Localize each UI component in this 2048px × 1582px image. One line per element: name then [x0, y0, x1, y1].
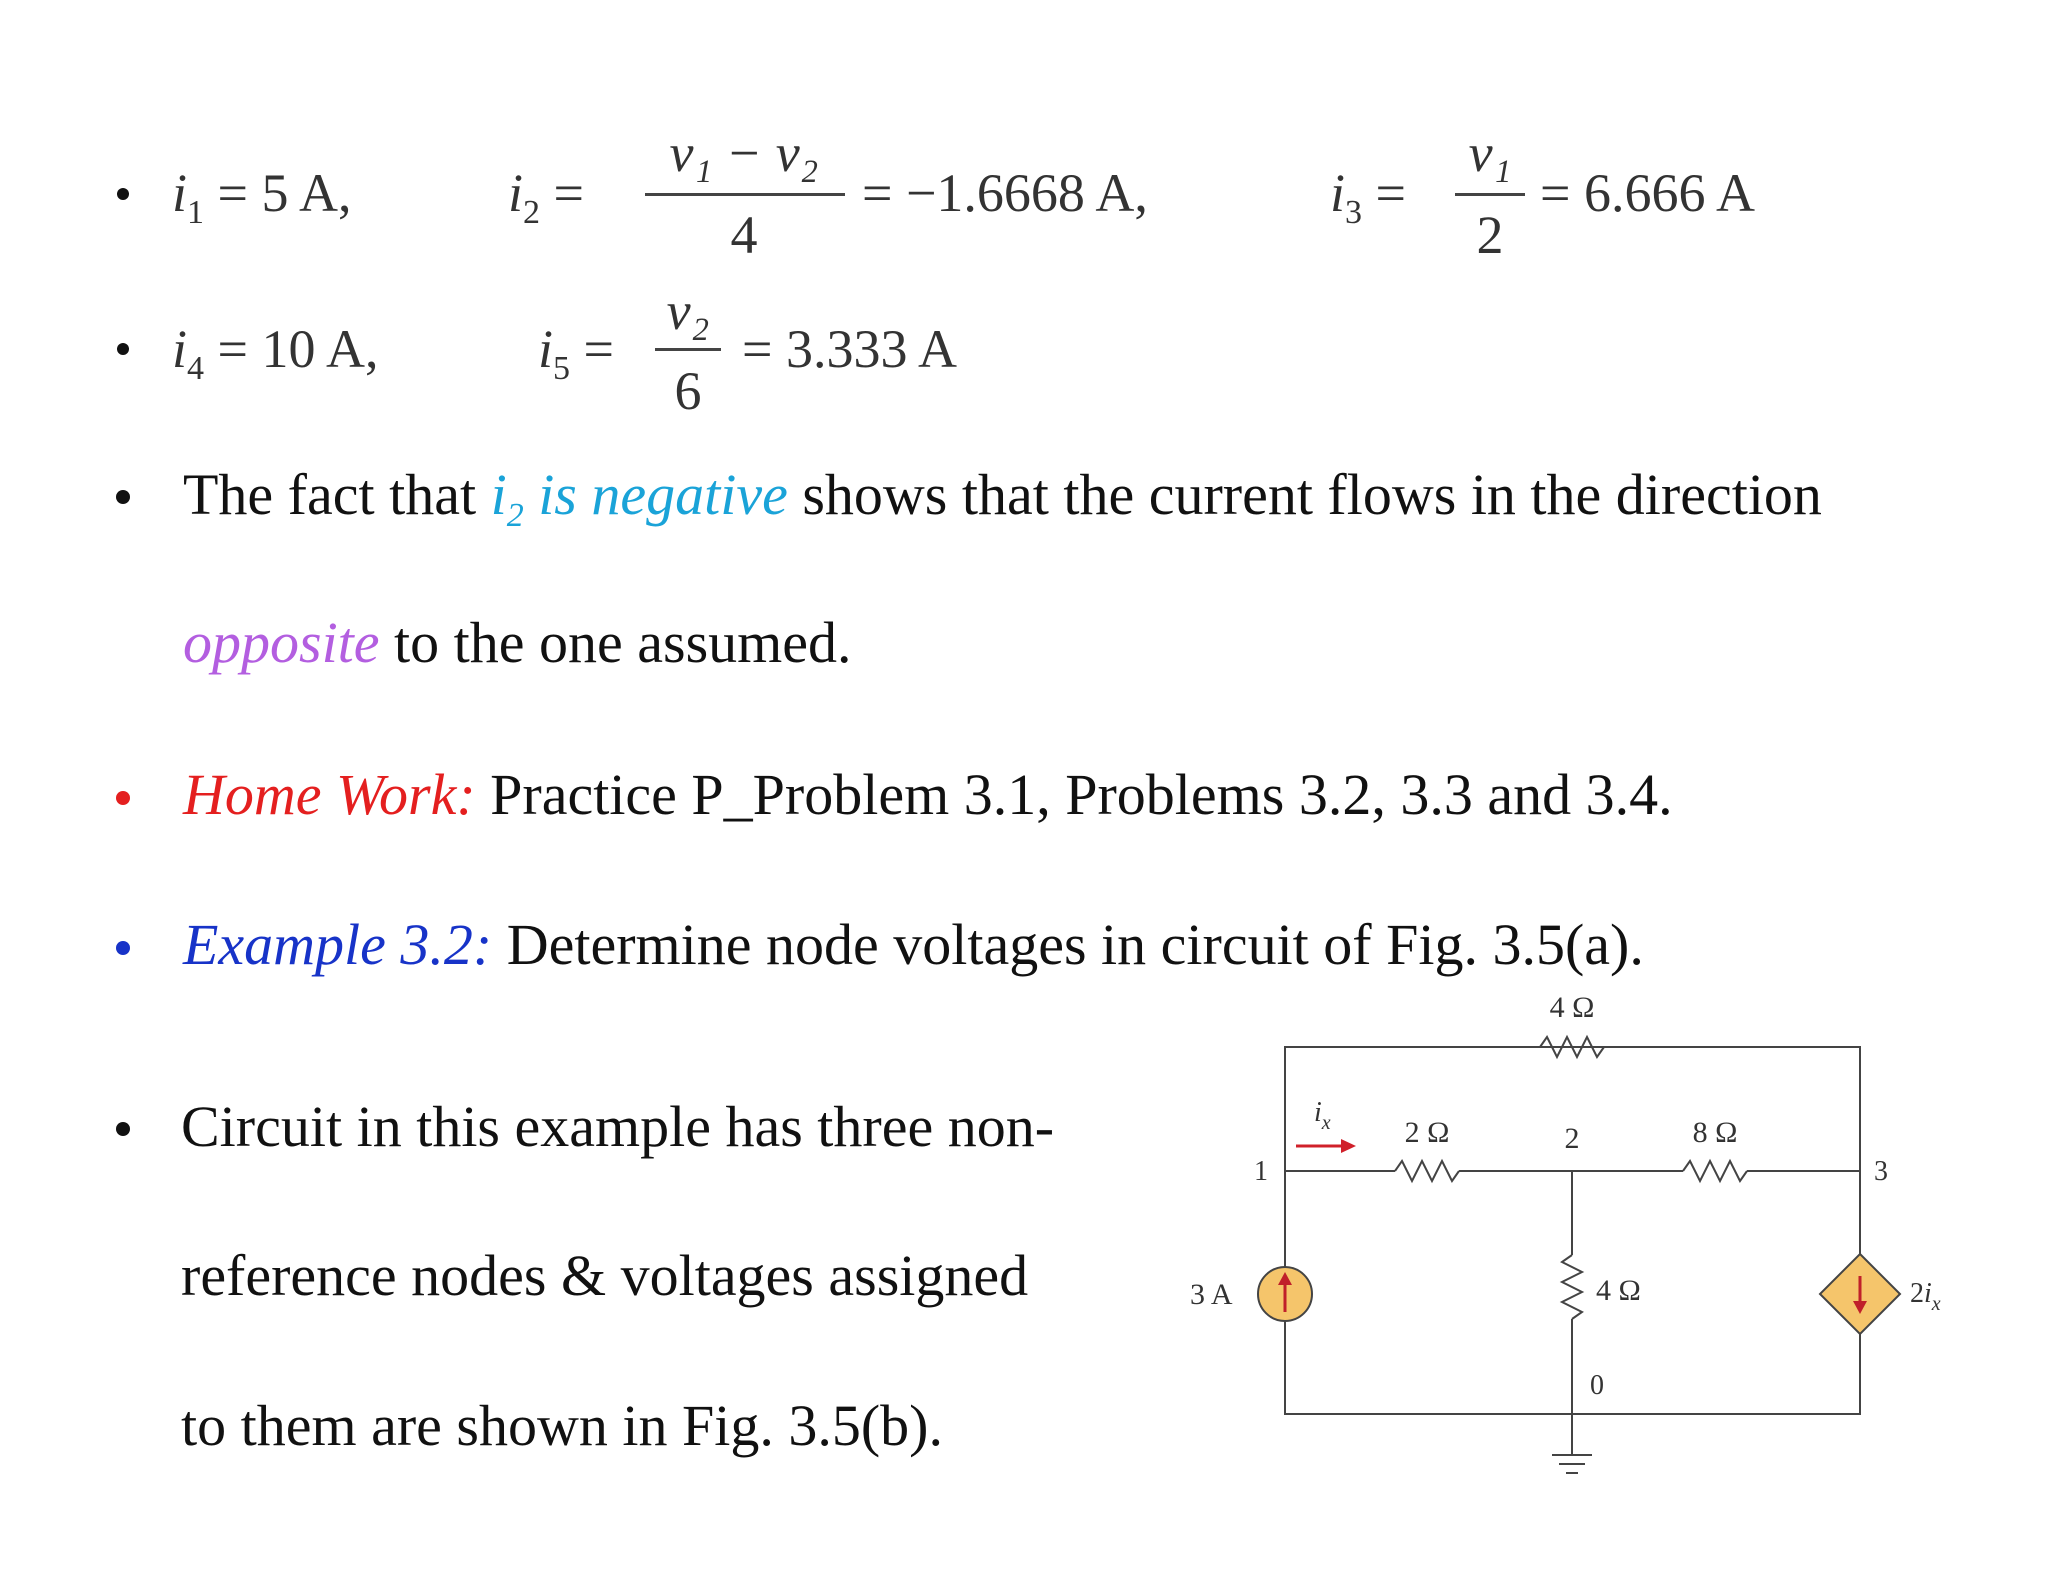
- eq-i4: $i_4 = 10$ A,: [172, 319, 379, 387]
- label-ix: $i_x$: [1314, 1097, 1331, 1134]
- eq-i2-lhs: $i_2$ =: [508, 163, 584, 231]
- label-node-2: 2: [1564, 1122, 1580, 1155]
- eq-i3-denominator: 2: [1476, 205, 1504, 265]
- circuit-wires: [1285, 1037, 1860, 1473]
- paragraph-example: Example 3.2: Determine node voltages in circuit of Fig. 3.5(a).: [183, 912, 1644, 977]
- eq-i1: $i_1 = 5$ A,: [172, 163, 352, 231]
- eq-i3-numerator: v₁: [1468, 123, 1512, 183]
- ix-arrow: [1296, 1139, 1356, 1153]
- eq-i3-rhs: = 6.666 A: [1540, 163, 1755, 223]
- label-node-3: 3: [1874, 1156, 1888, 1187]
- label-node-1: 1: [1254, 1156, 1268, 1187]
- current-source-3a: [1258, 1267, 1312, 1321]
- highlight-opposite: opposite: [183, 610, 380, 675]
- eq-i5-lhs: $i_5$ =: [538, 319, 614, 387]
- label-source-3a: 3 A: [1190, 1278, 1233, 1311]
- eq-i3-lhs: $i_3$ =: [1330, 163, 1406, 231]
- circuit-desc-line-2: reference nodes & voltages assigned: [181, 1243, 1029, 1308]
- homework-label: Home Work:: [183, 762, 476, 827]
- label-r-left: 2 Ω: [1404, 1116, 1450, 1149]
- label-r-right: 8 Ω: [1692, 1116, 1738, 1149]
- resistor-left: [1395, 1161, 1459, 1181]
- eq-i5-denominator: 6: [674, 361, 702, 421]
- label-r-mid: 4 Ω: [1596, 1274, 1641, 1307]
- label-node-0: 0: [1590, 1370, 1604, 1401]
- resistor-mid: [1562, 1255, 1582, 1319]
- highlight-i2-negative: $i_2$ is negative: [490, 462, 788, 534]
- resistor-right: [1683, 1161, 1747, 1181]
- eq-i5-rhs: = 3.333 A: [742, 319, 957, 379]
- paragraph-negative-line-2: opposite to the one assumed.: [183, 610, 852, 675]
- example-label: Example 3.2:: [183, 912, 493, 977]
- dependent-source-2ix: [1820, 1254, 1900, 1334]
- circuit-desc-line-3: to them are shown in Fig. 3.5(b).: [181, 1393, 943, 1458]
- circuit-desc-line-1: Circuit in this example has three non-: [181, 1094, 1055, 1159]
- paragraph-homework: Home Work: Practice P_Problem 3.1, Problems 3.2, 3.3 and 3.4.: [183, 762, 1673, 827]
- label-dep-2ix: $2i_x$: [1910, 1278, 1941, 1315]
- eq-i2-rhs: = −1.6668 A,: [862, 163, 1148, 223]
- eq-i2-numerator: v₁ − v₂: [669, 123, 819, 183]
- eq-i2-denominator: 4: [730, 205, 758, 265]
- eq-i5-numerator: v₂: [666, 281, 710, 341]
- label-r-top: 4 Ω: [1549, 991, 1595, 1024]
- paragraph-negative-line-1: The fact that $i_2$ is negative shows that the current flows in the direction: [183, 462, 1822, 534]
